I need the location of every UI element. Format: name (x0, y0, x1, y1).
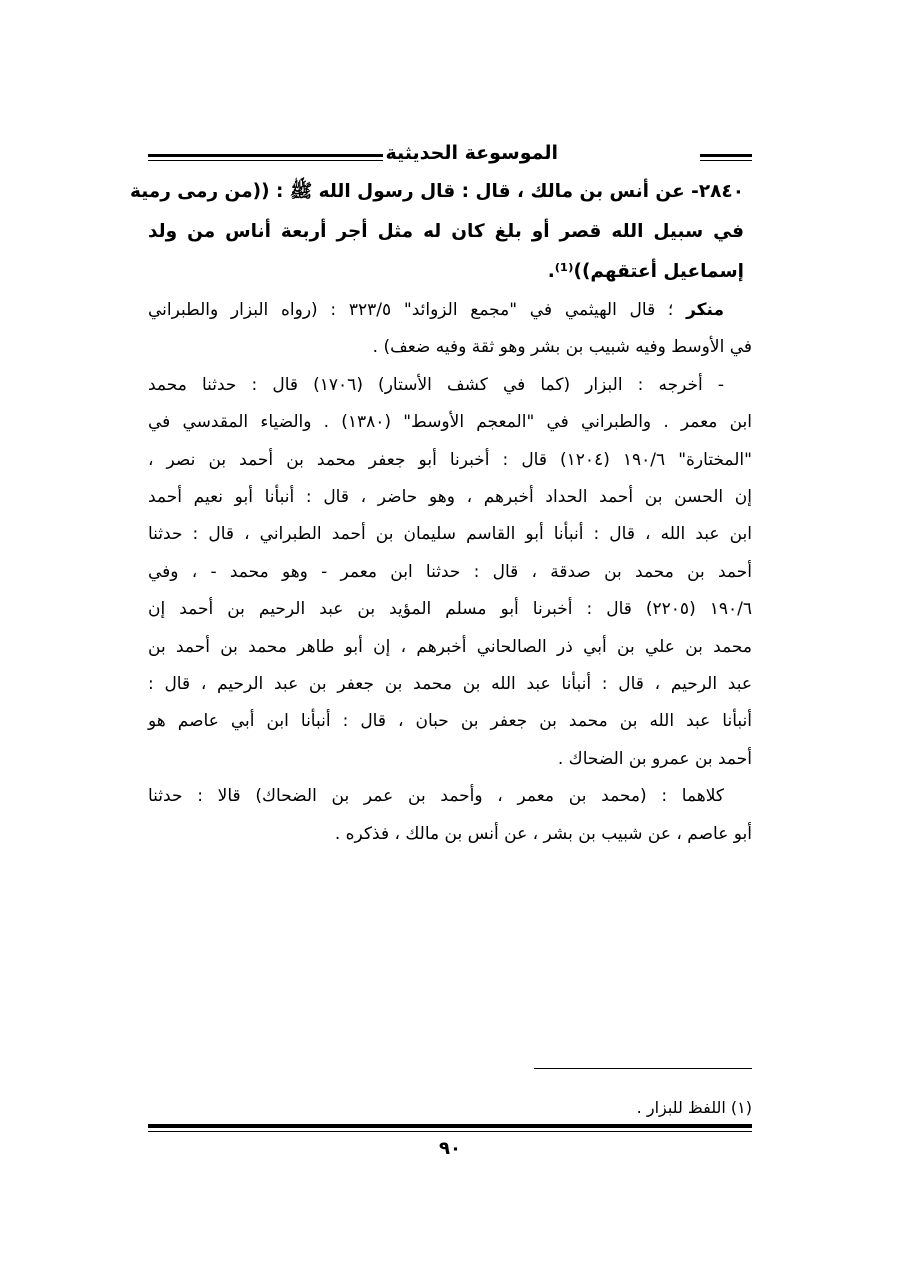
summary-paragraph-cont (148, 816, 752, 853)
takhrij-line: "المختارة" ١٩٠/٦ (١٢٠٤) قال : أخبرنا أبو جعفر محمد بن أحمد بن نصر ، (148, 449, 752, 470)
takhrij-line: إن الحسن بن أحمد الحداد أخبرهم ، وهو حاضر ، قال : أنبأنا أبو نعيم أحمد (148, 487, 752, 508)
takhrij-line: ابن معمر . والطبراني في "المعجم الأوسط" (١٣٨٠) . والضياء المقدسي في (148, 412, 752, 433)
hadith-line: ٢٨٤٠- عن أنس بن مالك ، قال : قال رسول الله ﷺ : ((من رمى رمية (129, 181, 744, 202)
grading-label: منكر (686, 300, 725, 320)
takhrij-line: أحمد بن محمد بن صدقة ، قال : حدثنا ابن معمر - وهو محمد - ، وفي (148, 561, 752, 582)
summary-paragraph (148, 778, 752, 815)
header-title: الموسوعة الحديثية (385, 142, 558, 164)
main-text (129, 172, 752, 853)
takhrij-line: أنبأنا عبد الله بن محمد بن جعفر بن حبان ، قال : أنبأنا ابن أبي عاصم هو (148, 711, 752, 732)
footer-rule (148, 1124, 752, 1132)
grading-line (148, 292, 724, 329)
hadith-line: في سبيل الله قصر أو بلغ كان له مثل أجر أربعة أناس من ولد (148, 221, 744, 242)
takhrij-line: محمد بن علي بن أبي ذر الصالحاني أخبرهم ، إن أبو طاهر محمد بن أحمد بن (148, 636, 752, 657)
summary-line: أبو عاصم ، عن شبيب بن بشر ، عن أنس بن مالك ، فذكره . (334, 823, 752, 844)
summary-line: كلاهما : (محمد بن معمر ، وأحمد بن عمر بن الضحاك) قالا : حدثنا (148, 786, 724, 807)
takhrij-line: أحمد بن عمرو بن الضحاك . (557, 748, 752, 769)
takhrij-paragraph (148, 367, 752, 404)
hadith-text (129, 172, 752, 292)
grading-paragraph (148, 292, 752, 329)
running-header (148, 140, 752, 170)
takhrij-paragraph-cont (148, 404, 752, 778)
takhrij-line: - أخرجه : البزار (كما في كشف الأستار) (١٧٠٦) قال : حدثنا محمد (148, 374, 724, 395)
grading-paragraph-cont (148, 329, 752, 366)
grading-line: في الأوسط وفيه شبيب بن بشر وهو ثقة وفيه ضعف) . (372, 337, 752, 358)
hadith-line: إسماعيل أعتقهم))⁽¹⁾. (547, 261, 744, 282)
page-number: ٩٠ (439, 1138, 461, 1159)
grading-text: ؛ قال الهيثمي في "مجمع الزوائد" ٣٢٣/٥ : (رواه البزار والطبراني (148, 300, 674, 320)
footnote-separator (534, 1068, 752, 1069)
header-rule-left (148, 154, 383, 161)
takhrij-line: ١٩٠/٦ (٢٢٠٥) قال : أخبرنا أبو مسلم المؤيد بن عبد الرحيم بن أحمد إن (148, 599, 752, 620)
header-rule-right (700, 154, 752, 161)
takhrij-line: ابن عبد الله ، قال : أنبأنا أبو القاسم سليمان بن أحمد الطبراني ، قال : حدثنا (148, 524, 752, 545)
footnote: (١) اللفظ للبزار . (636, 1098, 752, 1117)
takhrij-line: عبد الرحيم ، قال : أنبأنا عبد الله بن محمد بن جعفر بن عبد الرحيم ، قال : (148, 674, 752, 695)
